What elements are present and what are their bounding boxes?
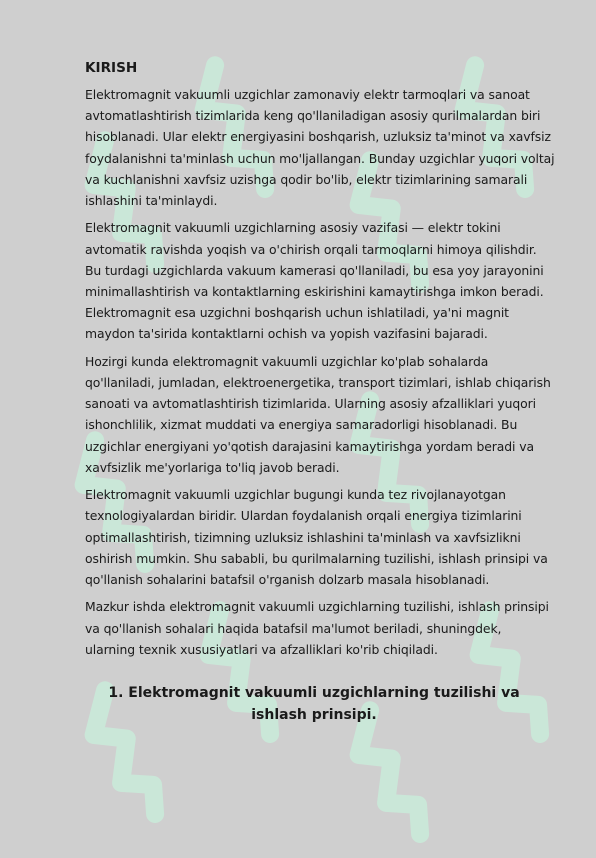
intro-heading: KIRISH [85, 60, 138, 76]
paragraph-2: Elektromagnit vakuumli uzgichlarning asosiy vazifasi — elektr tokini avtomatik ravishda yoqish va o'chirish orqali tarmoqlarni himoya qilishdir. Bu turdagi uzgichlarda vakuum kamerasi qo'llaniladi, bu esa yoy jarayonini minimallashtirish va kontaktlarning eskirishini kamaytirishga imkon beradi. Elektromagnit esa uzgichni boshqarish uchun ishlatiladi, ya'ni magnit maydon ta'sirida kontaktlarni ochish va yopish vazifasini bajaradi. [85, 220, 544, 342]
document-body [85, 58, 555, 726]
section-title: 1. Elektromagnit vakuumli uzgichlarning tuzilishi va ishlash prinsipi. [108, 685, 520, 724]
paragraph-5: Mazkur ishda elektromagnit vakuumli uzgichlarning tuzilishi, ishlash prinsipi va qo'llanish sohalari haqida batafsil ma'lumot beriladi, shuningdek, ularning texnik xususiyatlari va afzalliklari ko'rib chiqiladi. [85, 599, 549, 657]
paragraph-1: Elektromagnit vakuumli uzgichlar zamonaviy elektr tarmoqlari va sanoat avtomatlashtirish tizimlarida keng qo'llaniladigan asosiy qurilmalardan biri hisoblanadi. Ular elektr energiyasini boshqarish, uzluksiz ta'minot va xavfsiz foydalanishni ta'minlash uchun mo'ljallangan. Bunday uzgichlar yuqori voltaj va kuchlanishni xavfsiz uzishga qodir bo'lib, elektr tizimlarining samarali ishlashini ta'minlaydi. [85, 87, 555, 209]
paragraph-3: Hozirgi kunda elektromagnit vakuumli uzgichlar ko'plab sohalarda qo'llaniladi, jumladan, elektroenergetika, transport tizimlari, ishlab chiqarish sanoati va avtomatlashtirish tizimlarida. Ularning asosiy afzalliklari yuqori ishonchlilik, xizmat muddati va energiya samaradorligi hisoblanadi. Bu uzgichlar energiyani yo'qotish darajasini kamaytirishga yordam beradi va xavfsizlik me'yorlariga to'liq javob beradi. [85, 353, 551, 475]
paragraph-4: Elektromagnit vakuumli uzgichlar bugungi kunda tez rivojlanayotgan texnologiyalardan biridir. Ulardan foydalanish orqali energiya tizimlarini optimallashtirish, tizimning uzluksiz ishlashini ta'minlash va xavfsizlikni oshirish mumkin. Shu sababli, bu qurilmalarning tuzilishi, ishlash prinsipi va qo'llanish sohalarini batafsil o'rganish dolzarb masala hisoblanadi. [85, 487, 548, 588]
